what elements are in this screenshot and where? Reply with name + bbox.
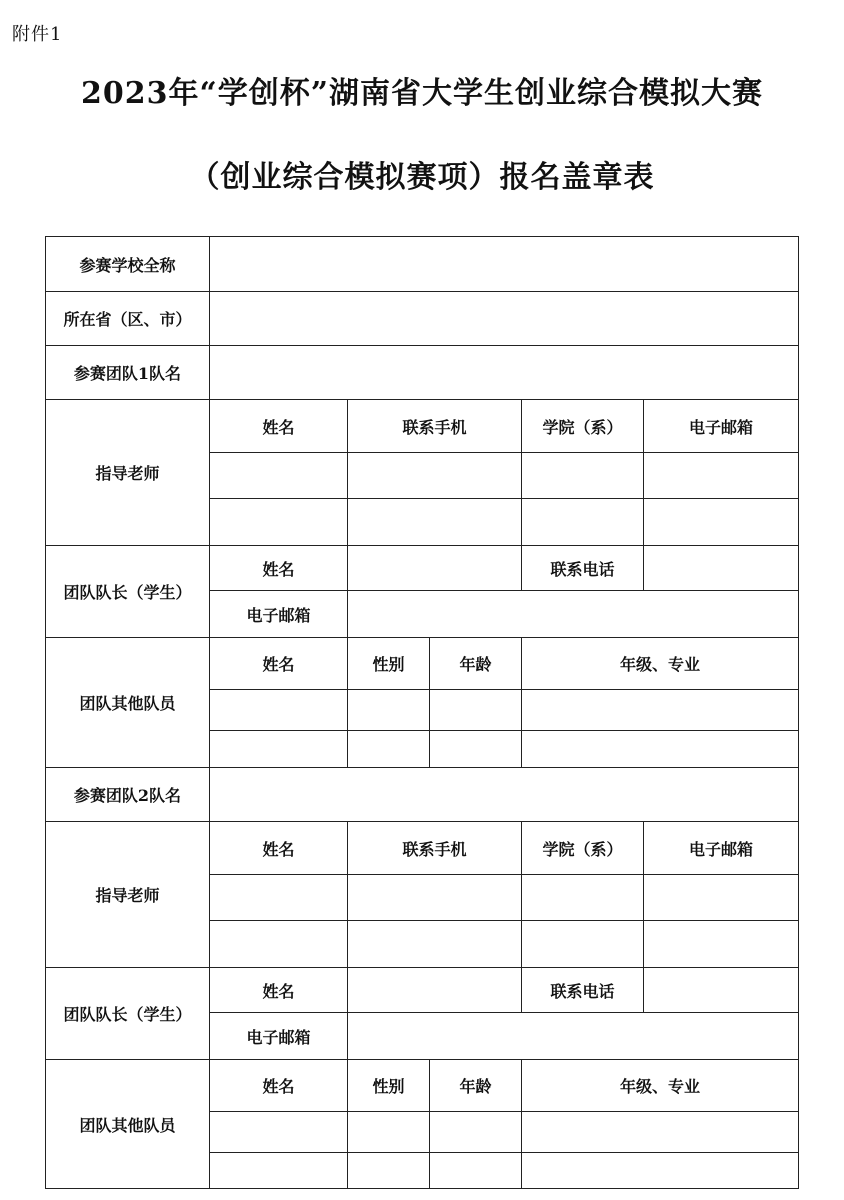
team2-member-1-name-field[interactable] bbox=[210, 1112, 348, 1153]
team1-members-col-grade-major: 年级、专业 bbox=[522, 638, 799, 690]
team2-advisor-1-name-field[interactable] bbox=[210, 875, 348, 921]
team1-leader-col-email: 电子邮箱 bbox=[210, 591, 348, 638]
school-row bbox=[46, 237, 799, 292]
team2-member-2-age-field[interactable] bbox=[430, 1153, 522, 1189]
registration-form-table bbox=[45, 236, 799, 1189]
team1-members-label: 团队其他队员 bbox=[46, 638, 210, 768]
team1-leader-label: 团队队长（学生） bbox=[46, 546, 210, 638]
team2-advisor-2-college-field[interactable] bbox=[522, 921, 644, 968]
team1-label: 参赛团队1队名 bbox=[46, 346, 210, 400]
team2-member-1-gender-field[interactable] bbox=[348, 1112, 430, 1153]
team2-leader-row bbox=[46, 968, 799, 1013]
team1-leader-col-phone: 联系电话 bbox=[522, 546, 644, 591]
team2-members-col-age: 年龄 bbox=[430, 1060, 522, 1112]
team2-advisor-col-email: 电子邮箱 bbox=[644, 822, 799, 875]
team2-advisor-col-mobile: 联系手机 bbox=[348, 822, 522, 875]
team2-row bbox=[46, 768, 799, 822]
team1-advisor-2-name-field[interactable] bbox=[210, 499, 348, 546]
team2-members-label: 团队其他队员 bbox=[46, 1060, 210, 1189]
team2-advisor-1-college-field[interactable] bbox=[522, 875, 644, 921]
team2-members-header-row bbox=[46, 1060, 799, 1112]
form-title-line-1: 2023年“学创杯”湖南省大学生创业综合模拟大赛 bbox=[80, 76, 763, 111]
team1-advisor-2-college-field[interactable] bbox=[522, 499, 644, 546]
team2-leader-col-name: 姓名 bbox=[210, 968, 348, 1013]
team1-advisor-header-row bbox=[46, 400, 799, 453]
team2-advisor-1-email-field[interactable] bbox=[644, 875, 799, 921]
team1-members-col-gender: 性别 bbox=[348, 638, 430, 690]
team1-row bbox=[46, 346, 799, 400]
team2-leader-label: 团队队长（学生） bbox=[46, 968, 210, 1060]
team2-advisor-label: 指导老师 bbox=[46, 822, 210, 968]
team1-member-2-gender-field[interactable] bbox=[348, 731, 430, 768]
team1-members-col-name: 姓名 bbox=[210, 638, 348, 690]
school-label: 参赛学校全称 bbox=[46, 237, 210, 292]
team1-member-2-age-field[interactable] bbox=[430, 731, 522, 768]
team1-member-1-grade-major-field[interactable] bbox=[522, 690, 799, 731]
team1-member-2-name-field[interactable] bbox=[210, 731, 348, 768]
team1-advisor-1-name-field[interactable] bbox=[210, 453, 348, 499]
team1-leader-name-field[interactable] bbox=[348, 546, 522, 591]
team1-leader-phone-field[interactable] bbox=[644, 546, 799, 591]
team2-member-1-age-field[interactable] bbox=[430, 1112, 522, 1153]
team2-leader-email-field[interactable] bbox=[348, 1013, 799, 1060]
team1-leader-row bbox=[46, 546, 799, 591]
team2-member-2-gender-field[interactable] bbox=[348, 1153, 430, 1189]
team1-advisor-label: 指导老师 bbox=[46, 400, 210, 546]
team2-advisor-col-college: 学院（系） bbox=[522, 822, 644, 875]
province-label: 所在省（区、市） bbox=[46, 292, 210, 346]
team2-advisor-2-name-field[interactable] bbox=[210, 921, 348, 968]
team2-advisor-2-email-field[interactable] bbox=[644, 921, 799, 968]
team1-advisor-2-mobile-field[interactable] bbox=[348, 499, 522, 546]
team1-member-2-grade-major-field[interactable] bbox=[522, 731, 799, 768]
team1-leader-email-field[interactable] bbox=[348, 591, 799, 638]
team1-advisor-col-name: 姓名 bbox=[210, 400, 348, 453]
team2-name-field[interactable] bbox=[210, 768, 799, 822]
form-title-line-2: （创业综合模拟赛项）报名盖章表 bbox=[189, 160, 655, 195]
team1-advisor-1-email-field[interactable] bbox=[644, 453, 799, 499]
team1-member-1-gender-field[interactable] bbox=[348, 690, 430, 731]
team2-members-col-name: 姓名 bbox=[210, 1060, 348, 1112]
team2-advisor-1-mobile-field[interactable] bbox=[348, 875, 522, 921]
team1-advisor-2-email-field[interactable] bbox=[644, 499, 799, 546]
team2-label: 参赛团队2队名 bbox=[46, 768, 210, 822]
team2-advisor-2-mobile-field[interactable] bbox=[348, 921, 522, 968]
team2-leader-name-field[interactable] bbox=[348, 968, 522, 1013]
team2-leader-col-phone: 联系电话 bbox=[522, 968, 644, 1013]
province-field[interactable] bbox=[210, 292, 799, 346]
team2-leader-phone-field[interactable] bbox=[644, 968, 799, 1013]
team1-advisor-1-college-field[interactable] bbox=[522, 453, 644, 499]
team2-leader-col-email: 电子邮箱 bbox=[210, 1013, 348, 1060]
attachment-label: 附件1 bbox=[12, 24, 63, 45]
team2-advisor-header-row bbox=[46, 822, 799, 875]
team1-advisor-1-mobile-field[interactable] bbox=[348, 453, 522, 499]
team1-leader-col-name: 姓名 bbox=[210, 546, 348, 591]
team2-advisor-col-name: 姓名 bbox=[210, 822, 348, 875]
team1-name-field[interactable] bbox=[210, 346, 799, 400]
team1-members-header-row bbox=[46, 638, 799, 690]
school-name-field[interactable] bbox=[210, 237, 799, 292]
team2-member-1-grade-major-field[interactable] bbox=[522, 1112, 799, 1153]
team1-advisor-col-college: 学院（系） bbox=[522, 400, 644, 453]
team2-members-col-gender: 性别 bbox=[348, 1060, 430, 1112]
team1-advisor-col-email: 电子邮箱 bbox=[644, 400, 799, 453]
team2-member-2-name-field[interactable] bbox=[210, 1153, 348, 1189]
team1-member-1-age-field[interactable] bbox=[430, 690, 522, 731]
team1-members-col-age: 年龄 bbox=[430, 638, 522, 690]
team1-member-1-name-field[interactable] bbox=[210, 690, 348, 731]
province-row bbox=[46, 292, 799, 346]
team2-member-2-grade-major-field[interactable] bbox=[522, 1153, 799, 1189]
team1-advisor-col-mobile: 联系手机 bbox=[348, 400, 522, 453]
team2-members-col-grade-major: 年级、专业 bbox=[522, 1060, 799, 1112]
